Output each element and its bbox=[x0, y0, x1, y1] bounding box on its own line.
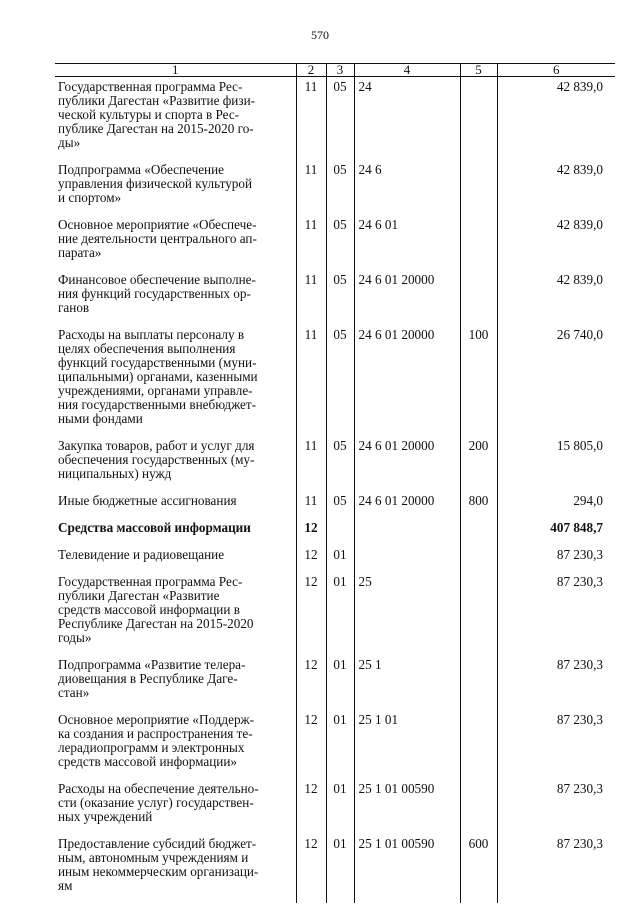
target-article-cell: 24 6 01 bbox=[354, 215, 460, 270]
subsection-code-cell: 05 bbox=[326, 77, 354, 161]
subsection-code-cell: 01 bbox=[326, 834, 354, 903]
table-row bbox=[55, 325, 615, 436]
subsection-code-cell: 05 bbox=[326, 160, 354, 215]
table-row bbox=[55, 436, 615, 491]
header-col-3: 3 bbox=[326, 64, 354, 77]
target-article-cell: 24 6 01 20000 bbox=[354, 325, 460, 436]
row-name-cell: Средства массовой информации bbox=[58, 520, 251, 535]
row-name-cell: Государственная программа Рес- публики Дагестан «Развитие средств массовой информации в Республике Дагестан на 2015-2020 годы» bbox=[58, 574, 254, 645]
target-article-cell: 24 6 01 20000 bbox=[354, 270, 460, 325]
section-code-cell: 12 bbox=[296, 834, 326, 903]
amount-cell: 42 839,0 bbox=[497, 270, 615, 325]
section-code-cell: 11 bbox=[296, 77, 326, 161]
target-article-cell: 25 1 bbox=[354, 655, 460, 710]
header-col-6: 6 bbox=[497, 64, 615, 77]
target-article-cell bbox=[354, 545, 460, 572]
table-row bbox=[55, 545, 615, 572]
subsection-code-cell: 05 bbox=[326, 215, 354, 270]
amount-cell: 87 230,3 bbox=[497, 545, 615, 572]
amount-cell: 87 230,3 bbox=[497, 655, 615, 710]
row-name-cell: Основное мероприятие «Поддерж- ка создания и распространения те- лерадиопрограмм и электронных средств массовой информации» bbox=[58, 712, 255, 769]
row-name-cell: Расходы на выплаты персоналу в целях обеспечения выполнения функций государственными (муни- ципальными) органами, казенными учреждениями, органами управле- ния государственными внебюджет- ными фондами bbox=[58, 327, 258, 426]
table-row bbox=[55, 77, 615, 161]
table-row bbox=[55, 270, 615, 325]
amount-cell: 42 839,0 bbox=[497, 77, 615, 161]
target-article-cell: 24 bbox=[354, 77, 460, 161]
expense-type-cell: 100 bbox=[460, 325, 497, 436]
table-row bbox=[55, 572, 615, 655]
row-name-cell: Подпрограмма «Развитие телера- диовещания в Республике Даге- стан» bbox=[58, 657, 246, 700]
expense-type-cell bbox=[460, 710, 497, 779]
subsection-code-cell bbox=[326, 518, 354, 545]
row-name-cell: Предоставление субсидий бюджет- ным, автономным учреждениям и иным некоммерческим организаци- ям bbox=[58, 836, 259, 893]
subsection-code-cell: 05 bbox=[326, 436, 354, 491]
expense-type-cell: 800 bbox=[460, 491, 497, 518]
section-code-cell: 11 bbox=[296, 270, 326, 325]
subsection-code-cell: 01 bbox=[326, 779, 354, 834]
row-name-cell: Подпрограмма «Обеспечение управления физической культурой и спортом» bbox=[58, 162, 253, 205]
expense-type-cell: 200 bbox=[460, 436, 497, 491]
section-code-cell: 12 bbox=[296, 572, 326, 655]
header-col-2: 2 bbox=[296, 64, 326, 77]
target-article-cell: 25 bbox=[354, 572, 460, 655]
page-number: 570 bbox=[311, 28, 329, 42]
section-code-cell: 11 bbox=[296, 325, 326, 436]
subsection-code-cell: 01 bbox=[326, 572, 354, 655]
table-row bbox=[55, 779, 615, 834]
expense-type-cell bbox=[460, 518, 497, 545]
table-header bbox=[55, 64, 615, 77]
expense-type-cell bbox=[460, 779, 497, 834]
amount-cell: 15 805,0 bbox=[497, 436, 615, 491]
subsection-code-cell: 05 bbox=[326, 270, 354, 325]
target-article-cell: 25 1 01 bbox=[354, 710, 460, 779]
expense-type-cell bbox=[460, 77, 497, 161]
section-code-cell: 12 bbox=[296, 710, 326, 779]
section-code-cell: 11 bbox=[296, 160, 326, 215]
target-article-cell: 24 6 01 20000 bbox=[354, 491, 460, 518]
table-row bbox=[55, 834, 615, 903]
target-article-cell: 25 1 01 00590 bbox=[354, 834, 460, 903]
table-row bbox=[55, 215, 615, 270]
table-row bbox=[55, 491, 615, 518]
row-name-cell: Финансовое обеспечение выполне- ния функций государственных ор- ганов bbox=[58, 272, 256, 315]
amount-cell: 87 230,3 bbox=[497, 710, 615, 779]
amount-cell: 407 848,7 bbox=[497, 518, 615, 545]
amount-cell: 294,0 bbox=[497, 491, 615, 518]
table-body bbox=[55, 77, 615, 904]
section-code-cell: 12 bbox=[296, 518, 326, 545]
subsection-code-cell: 01 bbox=[326, 545, 354, 572]
table-row bbox=[55, 710, 615, 779]
header-col-5: 5 bbox=[460, 64, 497, 77]
target-article-cell bbox=[354, 518, 460, 545]
expense-type-cell: 600 bbox=[460, 834, 497, 903]
row-name-cell: Государственная программа Рес- публики Дагестан «Развитие физи- ческой культуры и спорта в Рес- публике Дагестан на 2015-2020 го- ды» bbox=[58, 79, 256, 150]
section-code-cell: 11 bbox=[296, 215, 326, 270]
amount-cell: 42 839,0 bbox=[497, 160, 615, 215]
expense-type-cell bbox=[460, 270, 497, 325]
subsection-code-cell: 05 bbox=[326, 491, 354, 518]
target-article-cell: 24 6 bbox=[354, 160, 460, 215]
subsection-code-cell: 01 bbox=[326, 710, 354, 779]
header-col-1: 1 bbox=[55, 64, 296, 77]
table-row bbox=[55, 518, 615, 545]
amount-cell: 87 230,3 bbox=[497, 779, 615, 834]
section-code-cell: 11 bbox=[296, 436, 326, 491]
row-name-cell: Телевидение и радиовещание bbox=[58, 547, 225, 562]
row-name-cell: Основное мероприятие «Обеспече- ние деятельности центрального ап- парата» bbox=[58, 217, 257, 260]
amount-cell: 42 839,0 bbox=[497, 215, 615, 270]
amount-cell: 26 740,0 bbox=[497, 325, 615, 436]
expense-type-cell bbox=[460, 655, 497, 710]
section-code-cell: 12 bbox=[296, 545, 326, 572]
expense-type-cell bbox=[460, 215, 497, 270]
section-code-cell: 11 bbox=[296, 491, 326, 518]
expense-type-cell bbox=[460, 572, 497, 655]
section-code-cell: 12 bbox=[296, 779, 326, 834]
budget-table bbox=[55, 63, 615, 903]
table-row bbox=[55, 655, 615, 710]
expense-type-cell bbox=[460, 545, 497, 572]
section-code-cell: 12 bbox=[296, 655, 326, 710]
subsection-code-cell: 05 bbox=[326, 325, 354, 436]
table-row bbox=[55, 160, 615, 215]
header-col-4: 4 bbox=[354, 64, 460, 77]
header-row bbox=[55, 64, 615, 77]
target-article-cell: 25 1 01 00590 bbox=[354, 779, 460, 834]
row-name-cell: Иные бюджетные ассигнования bbox=[58, 493, 237, 508]
row-name-cell: Расходы на обеспечение деятельно- сти (оказание услуг) государствен- ных учреждений bbox=[58, 781, 259, 824]
expense-type-cell bbox=[460, 160, 497, 215]
row-name-cell: Закупка товаров, работ и услуг для обеспечения государственных (му- ниципальных) нужд bbox=[58, 438, 255, 481]
amount-cell: 87 230,3 bbox=[497, 834, 615, 903]
target-article-cell: 24 6 01 20000 bbox=[354, 436, 460, 491]
amount-cell: 87 230,3 bbox=[497, 572, 615, 655]
subsection-code-cell: 01 bbox=[326, 655, 354, 710]
